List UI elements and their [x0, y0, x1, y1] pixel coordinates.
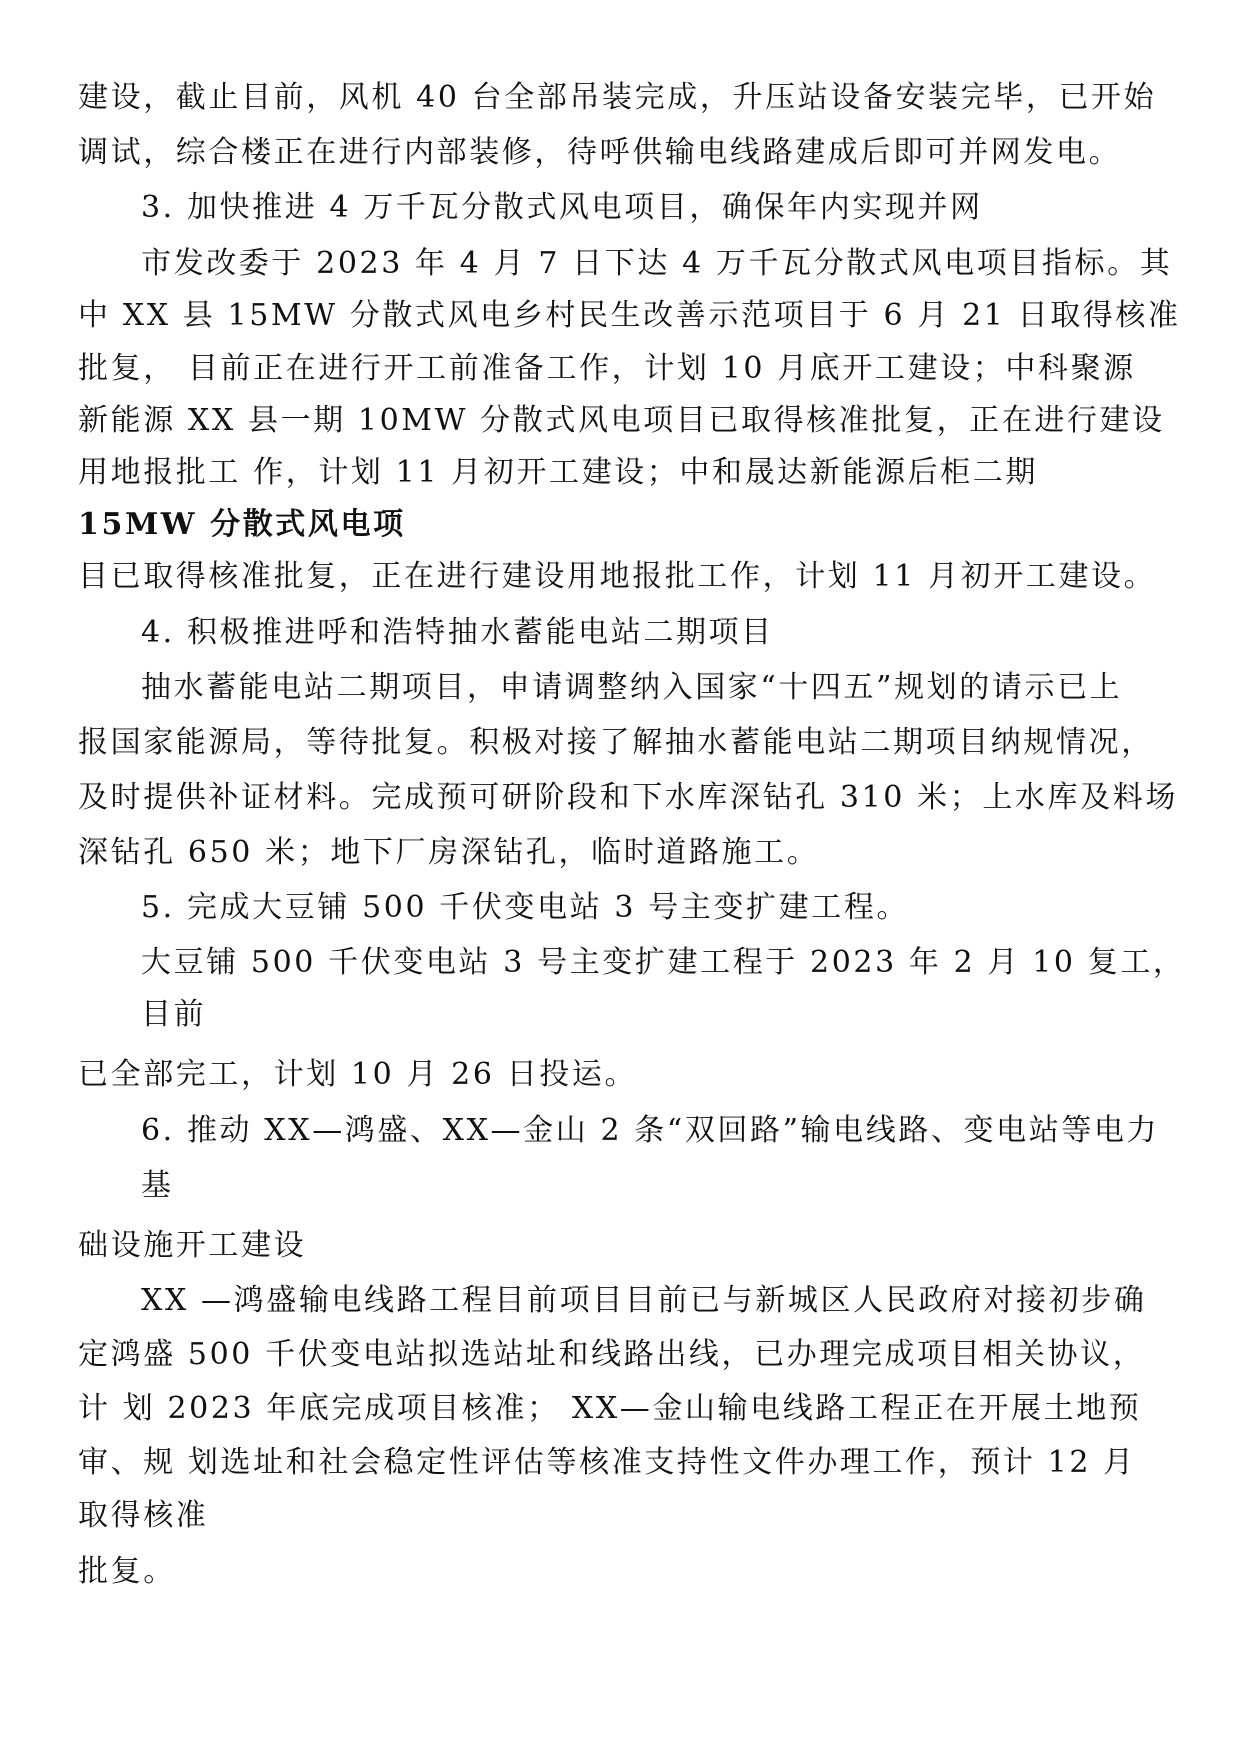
body-line: 批复， 目前正在进行开工前准备工作，计划 10 月底开工建设；中科聚源 [78, 351, 1136, 386]
body-line: 批复。 [78, 1554, 176, 1589]
section-heading: 3. 加快推进 4 万千瓦分散式风电项目，确保年内实现并网 [141, 190, 983, 225]
body-line: 审、规 划选址和社会稳定性评估等核准支持性文件办理工作，预计 12 月 [78, 1445, 1136, 1480]
section-heading: 4. 积极推进呼和浩特抽水蓄能电站二期项目 [141, 615, 774, 650]
body-line: 抽水蓄能电站二期项目，申请调整纳入国家“十四五”规划的请示已上 [141, 670, 1123, 705]
body-line: 市发改委于 2023 年 4 月 7 日下达 4 万千瓦分散式风电项目指标。其 [141, 246, 1173, 281]
body-line: 建设，截止目前，风机 40 台全部吊装完成，升压站设备安装完毕，已开始 [78, 80, 1157, 115]
body-line: 计 划 2023 年底完成项目核准； XX—金山输电线路工程正在开展土地预 [78, 1391, 1142, 1426]
body-line: 定鸿盛 500 千伏变电站拟选站址和线路出线，已办理完成项目相关协议， [78, 1337, 1146, 1372]
body-line: 用地报批工 作，计划 11 月初开工建设；中和晟达新能源后柜二期 [78, 455, 1038, 490]
body-line: 报国家能源局，等待批复。积极对接了解抽水蓄能电站二期项目纳规情况， [78, 725, 1154, 760]
body-line: 15MW 分散式风电项 [78, 507, 406, 542]
body-line: XX —鸿盛输电线路工程目前项目目前已与新城区人民政府对接初步确 [141, 1283, 1147, 1318]
section-heading: 础设施开工建设 [78, 1228, 307, 1263]
body-line: 大豆铺 500 千伏变电站 3 号主变扩建工程于 2023 年 2 月 10 复工， [141, 945, 1186, 980]
body-line: 及时提供补证材料。完成预可研阶段和下水库深钻孔 310 米；上水库及料场 [78, 780, 1178, 815]
section-heading: 6. 推动 XX—鸿盛、XX—金山 2 条“双回路”输电线路、变电站等电力 [141, 1113, 1160, 1148]
body-line: 深钻孔 650 米；地下厂房深钻孔，临时道路施工。 [78, 835, 820, 870]
body-line: 已全部完工，计划 10 月 26 日投运。 [78, 1057, 638, 1092]
body-line: 目前 [141, 997, 207, 1032]
section-heading: 5. 完成大豆铺 500 千伏变电站 3 号主变扩建工程。 [141, 890, 910, 925]
body-line: 调试，综合楼正在进行内部装修，待呼供输电线路建成后即可并网发电。 [78, 135, 1122, 170]
body-line: 新能源 XX 县一期 10MW 分散式风电项目已取得核准批复，正在进行建设 [78, 403, 1165, 438]
body-line: 目已取得核准批复，正在进行建设用地报批工作，计划 11 月初开工建设。 [78, 559, 1157, 594]
body-line: 中 XX 县 15MW 分散式风电乡村民生改善示范项目于 6 月 21 日取得核准 [78, 298, 1181, 333]
section-heading: 基 [141, 1168, 174, 1203]
body-line: 取得核准 [78, 1498, 209, 1533]
